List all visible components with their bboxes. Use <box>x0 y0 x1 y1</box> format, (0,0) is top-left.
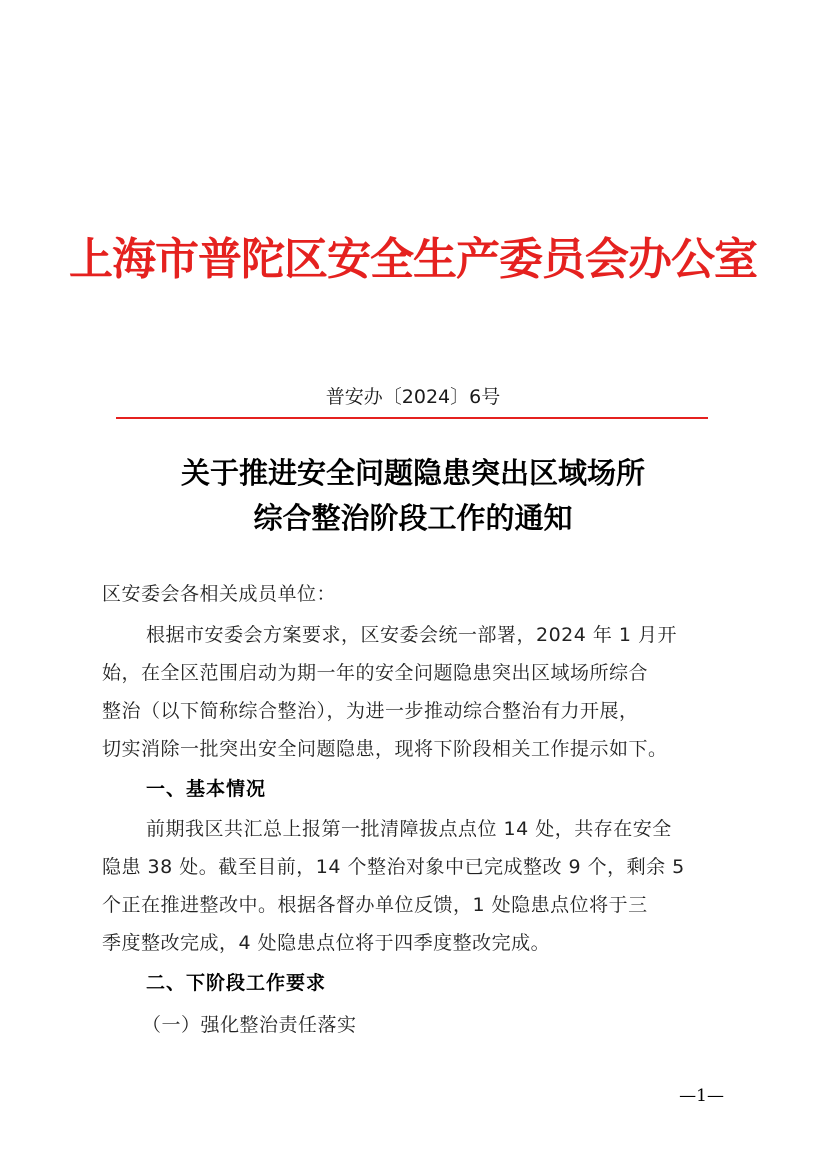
document-number: 普安办〔2024〕6号 <box>325 386 501 408</box>
intro-paragraph-line: 始，在全区范围启动为期一年的安全问题隐患突出区域场所综合 <box>102 662 649 684</box>
section1-paragraph-line: 季度整改完成，4 处隐患点位将于四季度整改完成。 <box>102 932 551 954</box>
document-title-line-2: 综合整治阶段工作的通知 <box>253 501 573 535</box>
section-heading-next-stage-requirements: 二、下阶段工作要求 <box>146 972 327 994</box>
section1-paragraph-line: 前期我区共汇总上报第一批清障拔点点位 14 处，共存在安全 <box>146 818 672 840</box>
section1-paragraph-line: 隐患 38 处。截至目前，14 个整治对象中已完成整改 9 个，剩余 5 <box>102 856 685 878</box>
page-number: —1— <box>679 1086 724 1106</box>
document-title-line-1: 关于推进安全问题隐患突出区域场所 <box>180 456 645 490</box>
section-heading-basic-situation: 一、基本情况 <box>146 778 267 800</box>
issuing-organization-header: 上海市普陀区安全生产委员会办公室 <box>69 234 757 285</box>
section1-paragraph-line: 个正在推进整改中。根据各督办单位反馈，1 处隐患点位将于三 <box>102 894 648 916</box>
intro-paragraph-line: 切实消除一批突出安全问题隐患，现将下阶段相关工作提示如下。 <box>102 738 668 760</box>
intro-paragraph-line: 整治（以下简称综合整治），为进一步推动综合整治有力开展， <box>102 700 639 722</box>
intro-paragraph-line: 根据市安委会方案要求，区安委会统一部署，2024 年 1 月开 <box>146 624 678 646</box>
subsection-heading-strengthen-responsibility: （一）强化整治责任落实 <box>142 1014 357 1036</box>
salutation: 区安委会各相关成员单位： <box>102 583 337 605</box>
red-separator-line <box>116 417 708 419</box>
